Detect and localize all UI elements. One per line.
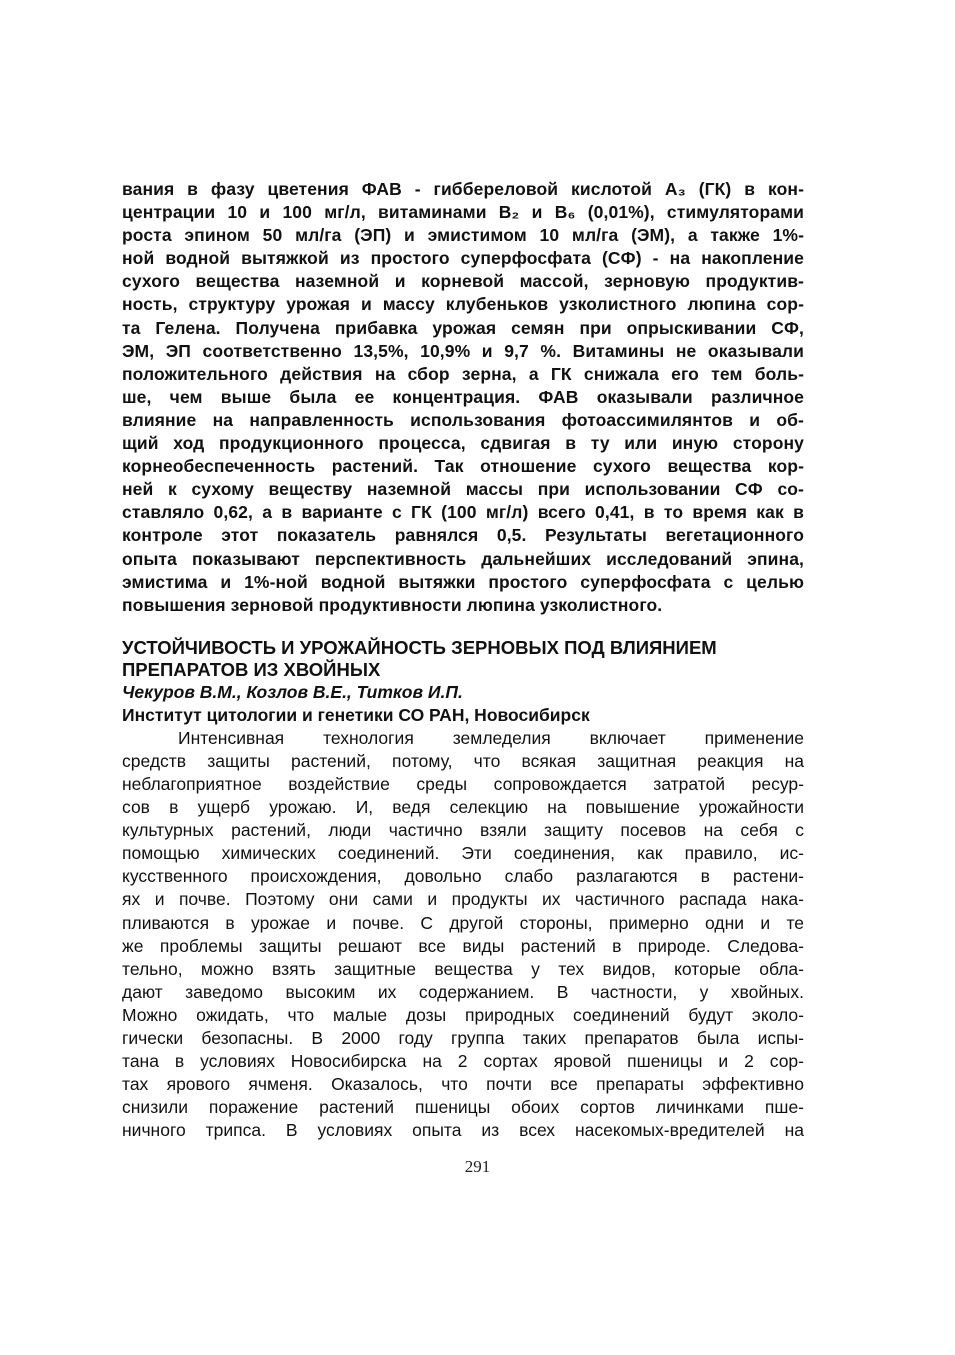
text-line: корнеобеспеченность растений. Так отношение сухого вещества кор- [122, 456, 804, 477]
article-title-line1: УСТОЙЧИВОСТЬ И УРОЖАЙНОСТЬ ЗЕРНОВЫХ ПОД ВЛИЯНИЕМ [122, 636, 717, 658]
text-line: снизили поражение растений пшеницы обоих сортов личинками пше- [122, 1097, 804, 1118]
text-line: опыта показывают перспективность дальнейших исследований эпина, [122, 548, 804, 569]
text-line: тах ярового ячменя. Оказалось, что почти все препараты эффективно [122, 1074, 804, 1095]
text-line: вания в фазу цветения ФАВ - гиббереловой кислотой А₃ (ГК) в кон- [122, 179, 804, 199]
paragraph-lupin [122, 178, 804, 617]
text-line: ЭМ, ЭП соответственно 13,5%, 10,9% и 9,7 %. Витамины не оказывали [122, 340, 804, 361]
article-body [122, 727, 804, 1143]
text-line: положительного действия на сбор зерна, а ГК снижала его тем боль- [122, 363, 804, 384]
text-line: пливаются в урожае и почве. С другой стороны, примерно одни и те [122, 912, 804, 933]
text-line: роста эпином 50 мл/га (ЭП) и эмистимом 10 мл/га (ЭМ), а также 1%- [122, 225, 804, 246]
section-spacer [122, 617, 804, 637]
text-line: ничного трипса. В условиях опыта из всех насекомых-вредителей на [122, 1120, 804, 1141]
text-line: эмистима и 1%-ной водной вытяжки простого суперфосфата с целью [122, 571, 804, 592]
text-line: ность, структуру урожая и массу клубеньков узколистного люпина сор- [122, 294, 804, 315]
text-line: ях и почве. Поэтому они сами и продукты их частичного распада нака- [122, 889, 804, 910]
text-line: та Гелена. Получена прибавка урожая семян при опрыскивании СФ, [122, 317, 804, 338]
text-line: сухого вещества наземной и корневой массой, зерновую продуктив- [122, 271, 804, 292]
article-title-line2: ПРЕПАРАТОВ ИЗ ХВОЙНЫХ [122, 658, 381, 680]
article-header [122, 637, 804, 727]
text-line: влияние на направленность использования фотоассимилянтов и об- [122, 409, 804, 430]
page-number: 291 [464, 1157, 491, 1176]
text-line: щий ход продукционного процесса, сдвигая в ту или иную сторону [122, 433, 804, 454]
text-line: ной водной вытяжкой из простого суперфосфата (СФ) - на накопление [122, 248, 804, 269]
text-line: сов в ущерб урожаю. И, ведя селекцию на повышение урожайности [122, 797, 804, 818]
text-line: же проблемы защиты решают все виды растений в природе. Следова- [122, 935, 804, 956]
article-institute: Институт цитологии и генетики СО РАН, Новосибирск [122, 704, 590, 725]
text-line: гически безопасны. В 2000 году группа таких препаратов была испы- [122, 1028, 804, 1048]
text-line: центрации 10 и 100 мг/л, витаминами В₂ и В₆ (0,01%), стимуляторами [122, 202, 804, 223]
text-line: тана в условиях Новосибирска на 2 сортах яровой пшеницы и 2 сор- [122, 1051, 804, 1072]
text-line: ставляло 0,62, а в варианте с ГК (100 мг/л) всего 0,41, в то время как в [122, 502, 804, 523]
text-line: повышения зерновой продуктивности люпина узколистного. [122, 594, 663, 615]
text-line: дают заведомо высоким их содержанием. В частности, у хвойных. [122, 981, 804, 1002]
text-line: культурных растений, люди частично взяли защиту посевов на себя с [122, 820, 804, 841]
text-line: Интенсивная технология земледелия включает применение [178, 727, 804, 748]
text-line: контроле этот показатель равнялся 0,5. Результаты вегетационного [122, 525, 804, 546]
text-line: средств защиты растений, потому, что всякая защитная реакция на [122, 750, 804, 771]
text-line: ше, чем выше была ее концентрация. ФАВ оказывали различное [122, 386, 804, 407]
text-line: неблагоприятное воздействие среды сопровождается затратой ресур- [122, 773, 804, 794]
text-line: кусственного происхождения, довольно слабо разлагаются в растени- [122, 866, 804, 887]
article-authors: Чекуров В.М., Козлов В.Е., Титков И.П. [122, 681, 463, 702]
text-line: помощью химических соединений. Эти соединения, как правило, ис- [122, 843, 804, 864]
text-line: тельно, можно взять защитные вещества у тех видов, которые обла- [122, 958, 804, 979]
text-line: ней к сухому веществу наземной массы при использовании СФ со- [122, 479, 804, 500]
document-page [122, 178, 804, 1142]
text-line: Можно ожидать, что малые дозы природных соединений будут эколо- [122, 1004, 804, 1025]
